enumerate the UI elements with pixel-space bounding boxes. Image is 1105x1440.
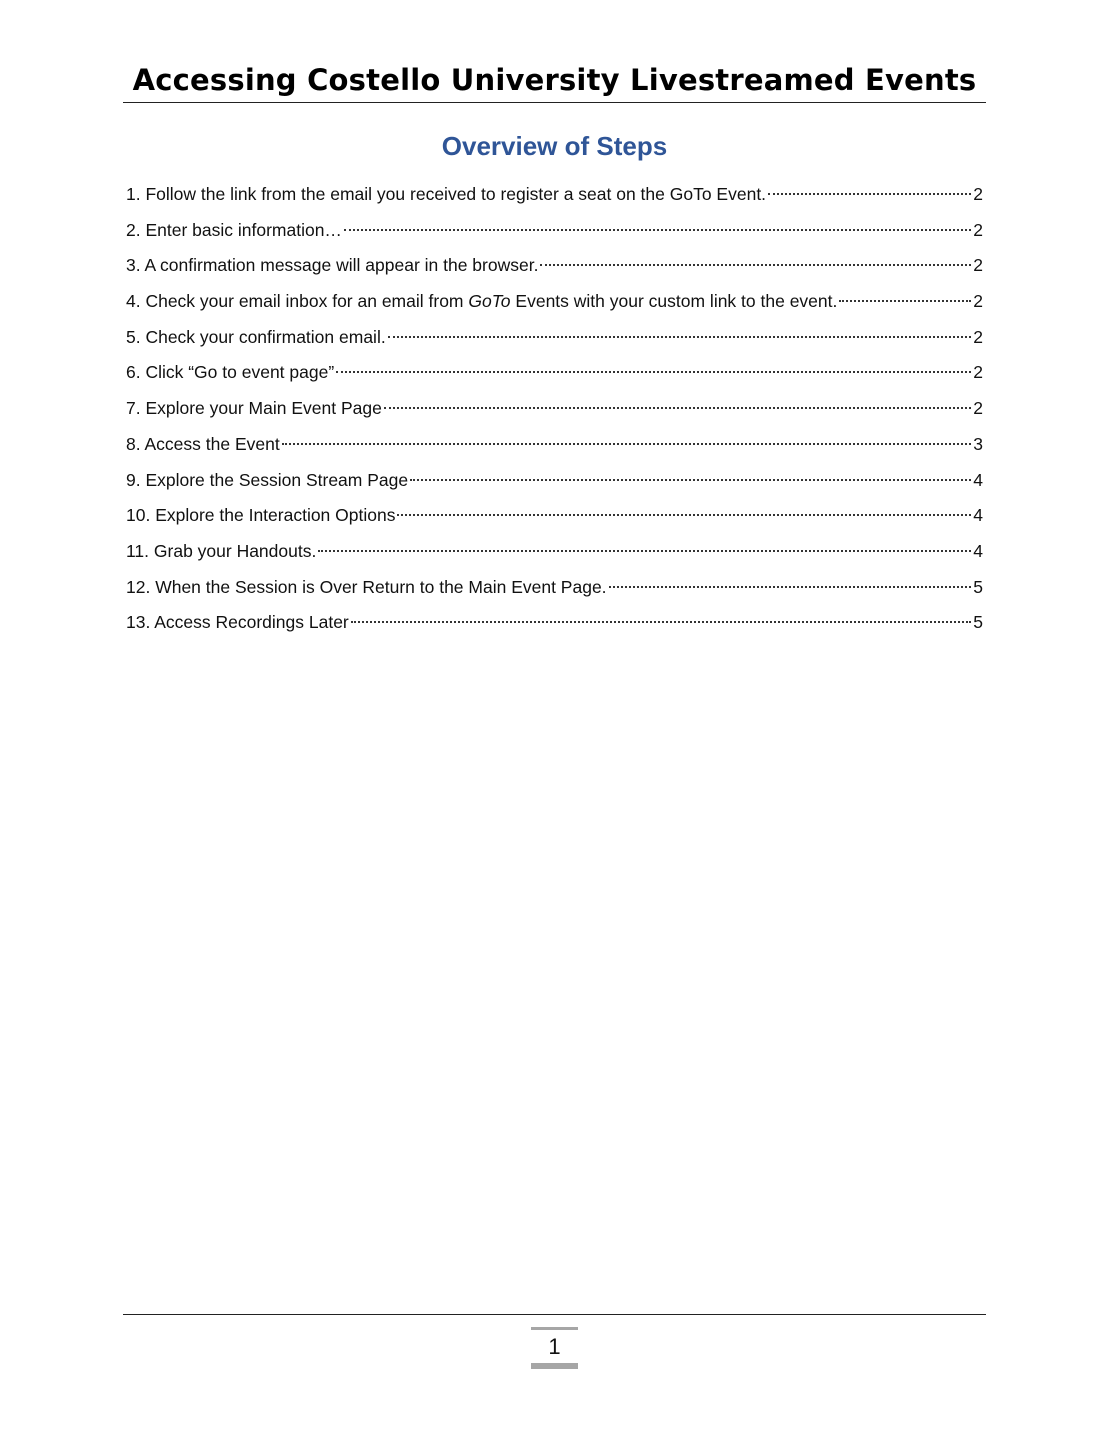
dot-leader — [540, 264, 971, 266]
toc-entry-text: 5. Check your confirmation email. — [126, 326, 386, 347]
footer-rule — [123, 1314, 986, 1315]
page-number-box — [531, 1327, 578, 1369]
toc-entry-10[interactable] — [126, 499, 983, 535]
dot-leader — [410, 479, 971, 481]
dot-leader — [351, 621, 972, 623]
toc-entry-text: 12. When the Session is Over Return to the Main Event Page. — [126, 576, 607, 597]
toc-page-number: 4 — [973, 505, 983, 526]
toc-page-number: 2 — [973, 398, 983, 419]
toc-entry-13[interactable] — [126, 606, 983, 642]
toc-entry-text: 2. Enter basic information… — [126, 219, 342, 240]
toc-page-number: 2 — [973, 291, 983, 312]
dot-leader — [384, 407, 971, 409]
dot-leader — [336, 371, 971, 373]
dot-leader — [282, 443, 972, 445]
toc-entry-text: 7. Explore your Main Event Page — [126, 398, 382, 419]
toc-entry-3[interactable] — [126, 249, 983, 285]
toc-entry-text: 4. Check your email inbox for an email from GoTo Events with your custom link to the event. — [126, 291, 838, 312]
toc-page-number: 3 — [973, 433, 983, 454]
toc-page-number: 2 — [973, 184, 983, 204]
page-number: 1 — [548, 1334, 561, 1359]
toc-entry-11[interactable] — [126, 535, 983, 571]
toc-page-number: 5 — [973, 612, 983, 633]
toc-entry-text: 9. Explore the Session Stream Page — [126, 469, 409, 490]
dot-leader — [344, 229, 971, 231]
toc-entry-6[interactable] — [126, 356, 983, 392]
toc-page-number: 2 — [973, 255, 983, 276]
page-header — [123, 58, 986, 103]
dot-leader — [388, 336, 972, 338]
toc-entry-7[interactable] — [126, 392, 983, 428]
toc-page-number: 2 — [973, 362, 983, 383]
document-title: Accessing Costello University Livestreamed Events — [132, 63, 977, 97]
toc-entry-12[interactable] — [126, 571, 983, 607]
toc-entry-text: 8. Access the Event — [126, 433, 280, 454]
toc-entry-2[interactable] — [126, 214, 983, 250]
toc-entry-5[interactable] — [126, 321, 983, 357]
toc-entry-4[interactable] — [126, 285, 983, 321]
dot-leader — [839, 300, 971, 302]
toc-entry-9[interactable] — [126, 464, 983, 500]
toc-entry-text: 3. A confirmation message will appear in the browser. — [126, 255, 539, 276]
dot-leader — [609, 586, 972, 588]
toc-entry-text: 6. Click “Go to event page” — [126, 362, 335, 383]
toc-entry-8[interactable] — [126, 428, 983, 464]
dot-leader — [768, 193, 971, 195]
toc-entry-text: 1. Follow the link from the email you received to register a seat on the GoTo Event. — [126, 184, 767, 204]
toc-page-number: 2 — [973, 219, 983, 240]
dot-leader — [318, 550, 971, 552]
toc-page-number: 5 — [973, 576, 983, 597]
toc-entry-text: 13. Access Recordings Later — [126, 612, 349, 633]
toc-entry-text: 11. Grab your Handouts. — [126, 540, 317, 561]
dot-leader — [397, 514, 971, 516]
toc-heading: Overview of Steps — [441, 131, 668, 161]
toc-page-number: 2 — [973, 326, 983, 347]
toc-page-number: 4 — [973, 540, 983, 561]
table-of-contents — [126, 178, 983, 642]
toc-entry-text: 10. Explore the Interaction Options — [126, 505, 396, 526]
italic-brand-text: GoTo — [468, 291, 511, 312]
toc-page-number: 4 — [973, 469, 983, 490]
toc-entry-1[interactable] — [126, 178, 983, 214]
